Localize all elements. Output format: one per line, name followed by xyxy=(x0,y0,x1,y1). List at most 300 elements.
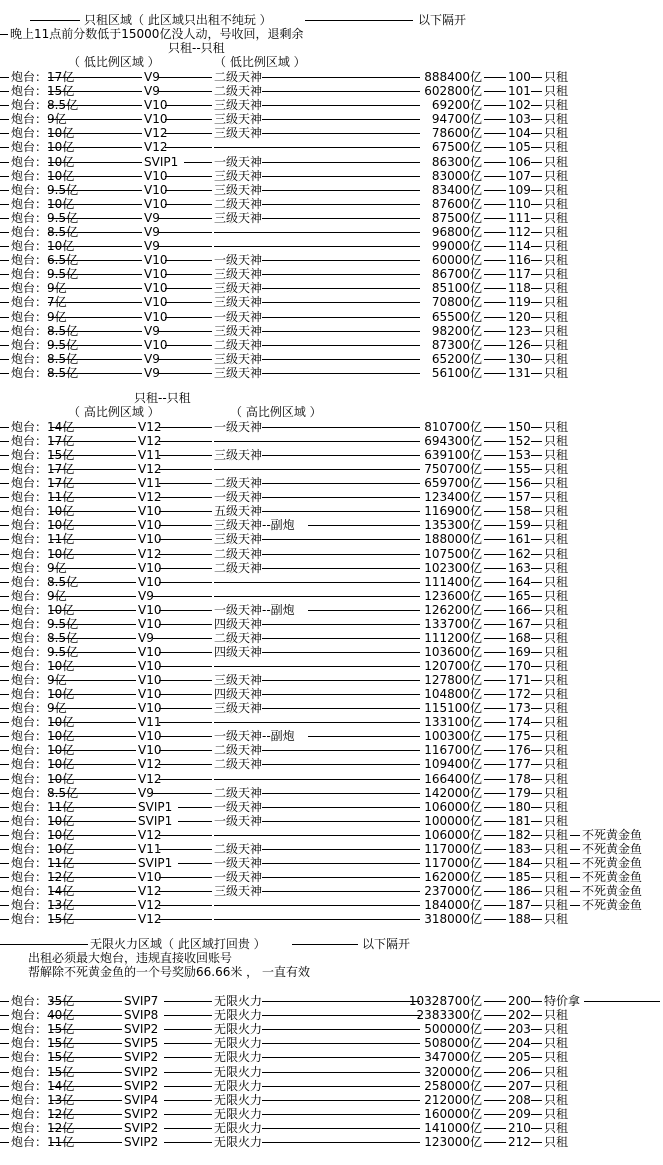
status-tag: 只租 xyxy=(544,84,569,99)
gun-value: 炮台：9.5亿 xyxy=(11,182,79,197)
status-tag: 只租 xyxy=(544,351,569,366)
account-id: 206 xyxy=(508,1064,531,1079)
status-tag: 只租 xyxy=(544,504,569,519)
account-id: 106 xyxy=(508,154,531,169)
score-value: 500000亿 xyxy=(424,1022,482,1037)
list-item xyxy=(0,673,663,687)
score-value: 106000亿 xyxy=(424,827,482,842)
account-id: 105 xyxy=(508,140,531,155)
score-value: 133700亿 xyxy=(424,616,482,631)
gun-value: 炮台：10亿 xyxy=(11,126,75,141)
list-item xyxy=(0,715,663,729)
vip-level: SVIP7 xyxy=(124,994,159,1008)
vip-level: V10 xyxy=(138,518,162,533)
vip-level: V10 xyxy=(144,196,168,211)
extra-note: 不死黄金鱼 xyxy=(582,841,643,856)
status-tag: 只租 xyxy=(544,588,569,603)
status-tag: 只租 xyxy=(544,1106,569,1121)
god-level: 无限火力 xyxy=(214,1106,263,1121)
god-level: 三级天神 xyxy=(214,351,263,366)
list-item xyxy=(0,225,663,239)
score-value: 123000亿 xyxy=(424,1135,482,1149)
vip-level: V11 xyxy=(138,841,162,856)
vip-level: V12 xyxy=(138,420,162,434)
vip-level: SVIP2 xyxy=(124,1078,159,1093)
status-tag: 只租 xyxy=(544,757,569,772)
title-right-text: 以下隔开 xyxy=(418,13,467,27)
god-level: 二级天神 xyxy=(214,70,263,84)
list-item xyxy=(0,1036,663,1050)
account-id: 114 xyxy=(508,239,531,254)
god-level: 三级天神 xyxy=(214,365,263,380)
account-id: 156 xyxy=(508,476,531,491)
vip-level: V12 xyxy=(138,771,162,786)
list-item xyxy=(0,772,663,786)
list-item xyxy=(0,462,663,476)
vip-level: V12 xyxy=(138,434,162,449)
god-level: 无限火力 xyxy=(214,1008,263,1023)
list-item xyxy=(0,786,663,800)
gun-value: 炮台：8.5亿 xyxy=(11,365,79,380)
status-tag: 只租 xyxy=(544,323,569,338)
vip-level: V10 xyxy=(138,743,162,758)
god-level: 三级天神 xyxy=(214,281,263,296)
score-value: 750700亿 xyxy=(424,462,482,477)
god-level: 二级天神 xyxy=(214,560,263,575)
god-level: 三级天神 xyxy=(214,210,263,225)
account-id: 204 xyxy=(508,1036,531,1051)
score-value: 2383300亿 xyxy=(416,1008,482,1023)
god-level: 一级天神 xyxy=(214,420,263,434)
status-tag: 只租 xyxy=(544,673,569,688)
god-level: 一级天神 xyxy=(214,490,263,505)
vip-level: V12 xyxy=(144,140,168,155)
gun-value: 炮台：9亿 xyxy=(11,701,67,716)
account-id: 119 xyxy=(508,295,531,310)
vip-level: V9 xyxy=(144,210,160,225)
list-item xyxy=(0,603,663,617)
status-tag: 只租 xyxy=(544,239,569,254)
gun-value: 炮台：8.5亿 xyxy=(11,785,79,800)
account-id: 207 xyxy=(508,1078,531,1093)
gun-value: 炮台：11亿 xyxy=(11,532,75,547)
list-item xyxy=(0,1022,663,1036)
status-tag: 只租 xyxy=(544,224,569,239)
vip-level: V12 xyxy=(138,898,162,913)
account-id: 164 xyxy=(508,574,531,589)
list-item xyxy=(0,617,663,631)
vip-level: V10 xyxy=(144,309,168,324)
gun-value: 炮台：11亿 xyxy=(11,799,75,814)
account-id: 187 xyxy=(508,898,531,913)
account-id: 200 xyxy=(508,994,531,1008)
score-value: 67500亿 xyxy=(431,140,482,155)
status-tag: 只租 xyxy=(544,337,569,352)
gun-value: 炮台：9.5亿 xyxy=(11,337,79,352)
list-item xyxy=(0,84,663,98)
gun-value: 炮台：10亿 xyxy=(11,504,75,519)
account-id: 120 xyxy=(508,309,531,324)
score-value: 111400亿 xyxy=(424,574,482,589)
account-id: 166 xyxy=(508,602,531,617)
status-tag: 只租 xyxy=(544,701,569,716)
vip-level: SVIP4 xyxy=(124,1092,159,1107)
vip-level: V10 xyxy=(138,644,162,659)
god-level: 四级天神 xyxy=(214,687,263,702)
vip-level: V12 xyxy=(138,757,162,772)
score-value: 127800亿 xyxy=(424,673,482,688)
list-item xyxy=(0,856,663,870)
gun-value: 炮台：9.5亿 xyxy=(11,210,79,225)
account-id: 183 xyxy=(508,841,531,856)
score-value: 106000亿 xyxy=(424,799,482,814)
gun-value: 炮台：10亿 xyxy=(11,771,75,786)
god-level: 无限火力 xyxy=(214,994,263,1008)
title-line xyxy=(0,13,663,27)
gun-value: 炮台：9亿 xyxy=(11,112,67,127)
gun-value: 炮台：15亿 xyxy=(11,1036,75,1051)
status-tag: 只租 xyxy=(544,448,569,463)
list-item xyxy=(0,448,663,462)
score-value: 100300亿 xyxy=(424,729,482,744)
status-tag: 只租 xyxy=(544,855,569,870)
status-tag: 只租 xyxy=(544,616,569,631)
account-id: 163 xyxy=(508,560,531,575)
gun-value: 炮台：10亿 xyxy=(11,757,75,772)
vip-level: V10 xyxy=(144,112,168,127)
status-tag: 只租 xyxy=(544,490,569,505)
account-id: 112 xyxy=(508,224,531,239)
score-value: 86700亿 xyxy=(431,267,482,282)
vip-level: V10 xyxy=(144,295,168,310)
list-item xyxy=(0,434,663,448)
unlimited-note-2: 帮解除不死黄金鱼的一个号奖励66.66米 ， 一直有效 xyxy=(28,965,310,979)
list-item xyxy=(0,98,663,112)
god-level: 二级天神 xyxy=(214,630,263,645)
score-value: 160000亿 xyxy=(424,1106,482,1121)
vip-level: V9 xyxy=(144,239,160,254)
gun-value: 炮台：8.5亿 xyxy=(11,630,79,645)
list-item xyxy=(0,659,663,673)
list-item xyxy=(0,295,663,309)
score-value: 162000亿 xyxy=(424,869,482,884)
low-section-heading: 只租--只租 xyxy=(168,41,225,55)
list-item xyxy=(0,701,663,715)
status-tag: 只租 xyxy=(544,532,569,547)
vip-level: V10 xyxy=(138,504,162,519)
score-value: 65200亿 xyxy=(431,351,482,366)
score-value: 694300亿 xyxy=(424,434,482,449)
score-value: 10328700亿 xyxy=(408,994,482,1008)
score-value: 100000亿 xyxy=(424,813,482,828)
score-value: 141000亿 xyxy=(424,1120,482,1135)
status-tag: 只租 xyxy=(544,827,569,842)
gun-value: 炮台：17亿 xyxy=(11,434,75,449)
list-item xyxy=(0,476,663,490)
vip-level: V9 xyxy=(144,70,160,84)
extra-note: 不死黄金鱼 xyxy=(582,827,643,842)
status-tag: 只租 xyxy=(544,462,569,477)
list-item xyxy=(0,310,663,324)
gun-value: 炮台：10亿 xyxy=(11,168,75,183)
gun-value: 炮台：10亿 xyxy=(11,154,75,169)
score-value: 87300亿 xyxy=(431,337,482,352)
gun-value: 炮台：10亿 xyxy=(11,687,75,702)
account-id: 209 xyxy=(508,1106,531,1121)
title-text: 只租区域（ 此区域只出租不纯玩 ） xyxy=(84,13,272,27)
list-item xyxy=(0,561,663,575)
status-tag: 只租 xyxy=(544,281,569,296)
vip-level: V10 xyxy=(144,253,168,268)
vip-level: V11 xyxy=(138,476,162,491)
score-value: 120700亿 xyxy=(424,659,482,674)
god-level: 三级天神 xyxy=(214,448,263,463)
score-value: 87500亿 xyxy=(431,210,482,225)
gun-value: 炮台：9.5亿 xyxy=(11,267,79,282)
vip-level: V12 xyxy=(138,546,162,561)
account-id: 116 xyxy=(508,253,531,268)
extra-note: 不死黄金鱼 xyxy=(582,883,643,898)
vip-level: V11 xyxy=(138,448,162,463)
list-item xyxy=(0,1121,663,1135)
list-item xyxy=(0,729,663,743)
account-id: 131 xyxy=(508,365,531,380)
gun-value: 炮台：6.5亿 xyxy=(11,253,79,268)
account-id: 109 xyxy=(508,182,531,197)
vip-level: V10 xyxy=(144,267,168,282)
vip-level: V10 xyxy=(144,168,168,183)
account-id: 104 xyxy=(508,126,531,141)
gun-value: 炮台：40亿 xyxy=(11,1008,75,1023)
list-item xyxy=(0,169,663,183)
gun-value: 炮台：14亿 xyxy=(11,1078,75,1093)
account-id: 162 xyxy=(508,546,531,561)
list-item xyxy=(0,743,663,757)
god-level: 无限火力 xyxy=(214,1036,263,1051)
vip-level: SVIP1 xyxy=(138,855,173,870)
list-item xyxy=(0,547,663,561)
account-id: 212 xyxy=(508,1135,531,1149)
status-tag: 只租 xyxy=(544,546,569,561)
god-level: 二级天神 xyxy=(214,757,263,772)
gun-value: 炮台：9.5亿 xyxy=(11,644,79,659)
gun-value: 炮台：17亿 xyxy=(11,70,75,84)
vip-level: V10 xyxy=(144,281,168,296)
score-value: 117000亿 xyxy=(424,855,482,870)
god-level: 二级天神 xyxy=(214,337,263,352)
god-level: 一级天神 xyxy=(214,154,263,169)
score-value: 85100亿 xyxy=(431,281,482,296)
score-value: 142000亿 xyxy=(424,785,482,800)
low-col-heading-right: （ 低比例区域 ） xyxy=(214,55,306,69)
score-value: 123400亿 xyxy=(424,490,482,505)
status-tag: 只租 xyxy=(544,1135,569,1149)
gun-value: 炮台：11亿 xyxy=(11,855,75,870)
status-tag: 只租 xyxy=(544,70,569,84)
vip-level: V10 xyxy=(138,869,162,884)
vip-level: V12 xyxy=(138,883,162,898)
account-id: 168 xyxy=(508,630,531,645)
god-level: 五级天神 xyxy=(214,504,263,519)
score-value: 107500亿 xyxy=(424,546,482,561)
gun-value: 炮台：10亿 xyxy=(11,743,75,758)
vip-level: SVIP1 xyxy=(144,154,179,169)
vip-level: V9 xyxy=(138,630,154,645)
god-level: 二级天神 xyxy=(214,84,263,99)
account-id: 208 xyxy=(508,1092,531,1107)
vip-level: SVIP2 xyxy=(124,1050,159,1065)
gun-value: 炮台：10亿 xyxy=(11,140,75,155)
status-tag: 只租 xyxy=(544,883,569,898)
god-level: 一级天神 xyxy=(214,309,263,324)
score-value: 83400亿 xyxy=(431,182,482,197)
list-item xyxy=(0,814,663,828)
god-level: 一级天神 xyxy=(214,799,263,814)
god-level: 三级天神 xyxy=(214,701,263,716)
list-item xyxy=(0,912,663,926)
account-id: 175 xyxy=(508,729,531,744)
list-item xyxy=(0,197,663,211)
score-value: 117000亿 xyxy=(424,841,482,856)
score-value: 318000亿 xyxy=(424,912,482,927)
list-item xyxy=(0,420,663,434)
low-col-heading-left: （ 低比例区域 ） xyxy=(68,55,160,69)
status-tag: 只租 xyxy=(544,196,569,211)
god-level: 无限火力 xyxy=(214,1078,263,1093)
gun-value: 炮台：9.5亿 xyxy=(11,616,79,631)
gun-value: 炮台：12亿 xyxy=(11,1120,75,1135)
god-level: 四级天神 xyxy=(214,616,263,631)
status-tag: 只租 xyxy=(544,1008,569,1023)
gun-value: 炮台：9亿 xyxy=(11,281,67,296)
score-value: 96800亿 xyxy=(431,224,482,239)
score-value: 888400亿 xyxy=(424,70,482,84)
account-id: 169 xyxy=(508,644,531,659)
account-id: 182 xyxy=(508,827,531,842)
god-level: 一级天神--副炮 xyxy=(214,602,295,617)
high-section-heading: 只租--只租 xyxy=(134,391,191,405)
notice-line xyxy=(0,27,663,41)
score-value: 109400亿 xyxy=(424,757,482,772)
god-level: 无限火力 xyxy=(214,1135,263,1149)
score-value: 188000亿 xyxy=(424,532,482,547)
list-item xyxy=(0,281,663,295)
score-value: 56100亿 xyxy=(431,365,482,380)
god-level: 三级天神 xyxy=(214,182,263,197)
status-tag: 只租 xyxy=(544,898,569,913)
score-value: 69200亿 xyxy=(431,98,482,113)
god-level: 三级天神 xyxy=(214,98,263,113)
score-value: 602800亿 xyxy=(424,84,482,99)
gun-value: 炮台：10亿 xyxy=(11,715,75,730)
list-item xyxy=(0,1135,663,1149)
score-value: 98200亿 xyxy=(431,323,482,338)
list-item xyxy=(0,211,663,225)
list-item xyxy=(0,645,663,659)
god-level: 三级天神 xyxy=(214,323,263,338)
unlimited-title-line xyxy=(0,937,663,951)
account-id: 203 xyxy=(508,1022,531,1037)
vip-level: SVIP2 xyxy=(124,1022,159,1037)
list-item xyxy=(0,575,663,589)
list-item xyxy=(0,518,663,532)
score-value: 111200亿 xyxy=(424,630,482,645)
vip-level: V9 xyxy=(144,351,160,366)
list-item xyxy=(0,589,663,603)
list-item xyxy=(0,70,663,84)
status-tag: 只租 xyxy=(544,365,569,380)
status-tag: 只租 xyxy=(544,1036,569,1051)
list-item xyxy=(0,1107,663,1121)
account-id: 153 xyxy=(508,448,531,463)
god-level: 四级天神 xyxy=(214,644,263,659)
account-id: 118 xyxy=(508,281,531,296)
extra-note: 不死黄金鱼 xyxy=(582,869,643,884)
god-level: 一级天神 xyxy=(214,813,263,828)
vip-level: V10 xyxy=(138,701,162,716)
status-tag: 只租 xyxy=(544,420,569,434)
account-id: 103 xyxy=(508,112,531,127)
vip-level: V11 xyxy=(138,715,162,730)
list-item xyxy=(0,155,663,169)
god-level: 三级天神 xyxy=(214,295,263,310)
list-item xyxy=(0,366,663,380)
score-value: 810700亿 xyxy=(424,420,482,434)
account-id: 100 xyxy=(508,70,531,84)
gun-value: 炮台：10亿 xyxy=(11,827,75,842)
vip-level: V10 xyxy=(138,602,162,617)
score-value: 102300亿 xyxy=(424,560,482,575)
list-item xyxy=(0,324,663,338)
gun-value: 炮台：10亿 xyxy=(11,239,75,254)
status-tag: 只租 xyxy=(544,98,569,113)
score-value: 184000亿 xyxy=(424,898,482,913)
god-level: 无限火力 xyxy=(214,1050,263,1065)
list-item xyxy=(0,253,663,267)
god-level: 二级天神 xyxy=(214,743,263,758)
status-tag: 特价拿 xyxy=(544,994,581,1008)
score-value: 116700亿 xyxy=(424,743,482,758)
vip-level: V10 xyxy=(138,532,162,547)
vip-level: V10 xyxy=(138,574,162,589)
gun-value: 炮台：8.5亿 xyxy=(11,574,79,589)
score-value: 65500亿 xyxy=(431,309,482,324)
status-tag: 只租 xyxy=(544,210,569,225)
list-item xyxy=(0,898,663,912)
extra-note: 不死黄金鱼 xyxy=(582,855,643,870)
vip-level: V12 xyxy=(138,490,162,505)
god-level: 无限火力 xyxy=(214,1064,263,1079)
account-id: 177 xyxy=(508,757,531,772)
vip-level: V12 xyxy=(144,126,168,141)
list-item xyxy=(0,239,663,253)
gun-value: 炮台：8.5亿 xyxy=(11,351,79,366)
score-value: 508000亿 xyxy=(424,1036,482,1051)
gun-value: 炮台：35亿 xyxy=(11,994,75,1008)
status-tag: 只租 xyxy=(544,729,569,744)
status-tag: 只租 xyxy=(544,813,569,828)
vip-level: V9 xyxy=(138,588,154,603)
gun-value: 炮台：13亿 xyxy=(11,1092,75,1107)
status-tag: 只租 xyxy=(544,630,569,645)
gun-value: 炮台：17亿 xyxy=(11,462,75,477)
score-value: 99000亿 xyxy=(431,239,482,254)
list-item xyxy=(0,490,663,504)
score-value: 60000亿 xyxy=(431,253,482,268)
god-level: 一级天神--副炮 xyxy=(214,729,295,744)
list-item xyxy=(0,267,663,281)
score-value: 116900亿 xyxy=(424,504,482,519)
